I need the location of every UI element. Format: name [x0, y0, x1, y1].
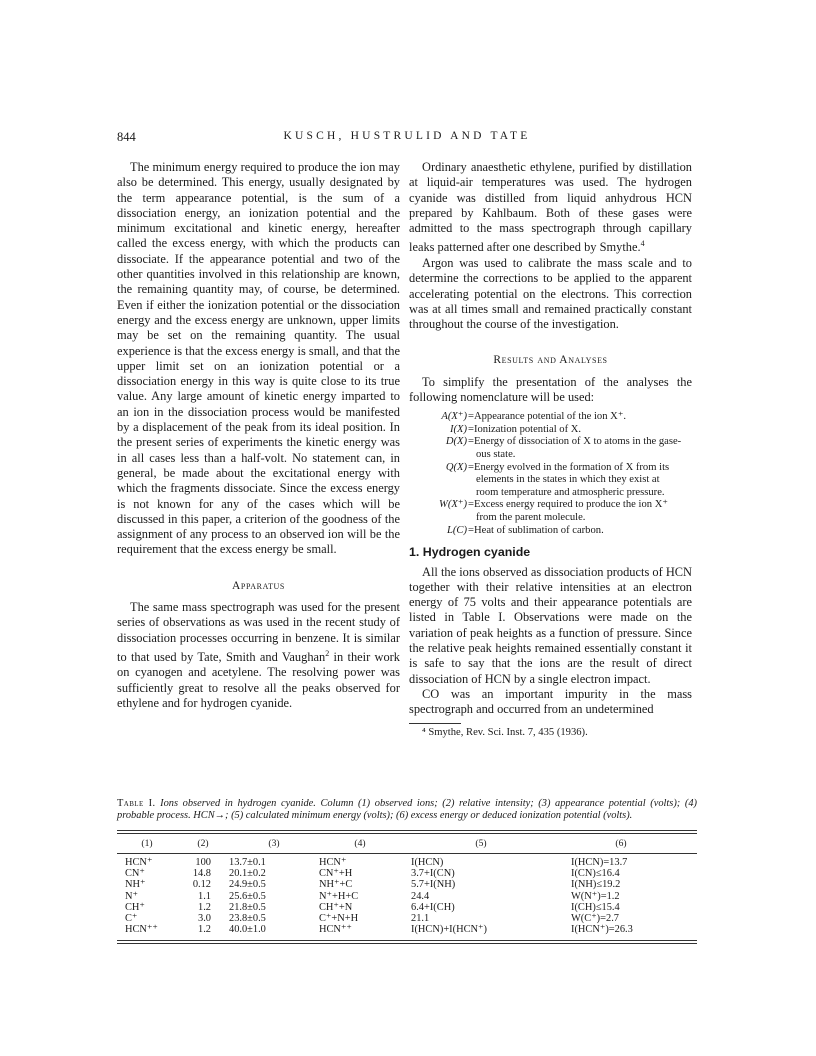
paragraph-nomenclature-intro: To simplify the presentation of the analyses the following nomenclature will be used:: [409, 374, 692, 404]
nomenclature-definition: =Ionization potential of X.: [468, 423, 582, 435]
section-heading-results: Results and Analyses: [493, 354, 608, 367]
table-cell: 24.9±0.5: [229, 879, 266, 891]
table-cell: N⁺: [125, 890, 138, 902]
table-cell: 6.4+I(CH): [411, 901, 455, 913]
page-number: 844: [117, 130, 136, 144]
table-cell: 5.7+I(NH): [411, 879, 456, 891]
table-cell: CH⁺+N: [319, 901, 353, 913]
table-cell: C⁺+N+H: [319, 912, 359, 924]
table-cell: 1.2: [198, 901, 211, 913]
table-cell: W(N⁺)=1.2: [571, 890, 620, 902]
paragraph-co-impurity: CO was an important impurity in the mass spectrograph and occurred from an undetermined: [409, 686, 692, 717]
running-head: KUSCH, HUSTRULID AND TATE: [283, 130, 531, 142]
column-header: (6): [615, 838, 627, 849]
table-cell: HCN⁺⁺: [125, 924, 158, 936]
table-cell: 1.2: [198, 924, 211, 936]
paragraph-hcn-ions: All the ions observed as dissociation products of HCN together with their relative intensities at an electron energy of 75 volts and their appearance potentials are listed in Table I. Observations were made on the variation of peak heights as a function of pressure. Since the relative peak heights remained essentially constant it is safe to say that the ions are the result of direct dissociation of HCN by a single electron impact.: [409, 564, 692, 686]
table-cell: NH⁺: [125, 879, 146, 891]
table-cell: 40.0±1.0: [229, 924, 266, 936]
column-header: (1): [141, 838, 153, 849]
table-cell: CN⁺+H: [319, 868, 353, 880]
reference-marker: 2: [325, 648, 330, 658]
nomenclature-definition: =Excess energy required to produce the ion X⁺ from the parent molecule.: [468, 499, 668, 524]
footnote: ⁴ Smythe, Rev. Sci. Inst. 7, 435 (1936).: [422, 727, 588, 739]
nomenclature-symbol: W(X⁺): [439, 499, 467, 511]
nomenclature-item: [409, 424, 692, 437]
column-header: (2): [197, 838, 209, 849]
nomenclature-definition: =Heat of sublimation of carbon.: [468, 524, 604, 536]
column-header: (5): [475, 838, 487, 849]
table-cell: 20.1±0.2: [229, 868, 266, 880]
table-cell: HCN⁺: [319, 857, 347, 868]
nomenclature-item: [409, 525, 692, 538]
nomenclature-item: [409, 436, 692, 461]
page-header: [117, 130, 697, 148]
right-column: [409, 160, 692, 739]
table-cell: HCN⁺⁺: [319, 924, 352, 936]
paragraph-apparatus: The same mass spectrograph was used for the present series of observations as was used in the recent study of dissociation processes occurring in benzene. It is similar to that used by Tate, Smith and Vaughan$^2$ in their work on cyanogen and acetylene. The resolving power was sufficiently great to resolve all the peaks observed for ethylene and for hydrogen cyanide.: [117, 600, 400, 710]
nomenclature-definition: =Energy of dissociation of X to atoms in the gase- ous state.: [468, 436, 682, 461]
reference-marker: 4: [640, 239, 645, 249]
table-cell: W(C⁺)=2.7: [571, 912, 619, 924]
left-column: [117, 160, 400, 711]
table-cell: 21.8±0.5: [229, 901, 266, 913]
table-cell: C⁺: [125, 912, 138, 924]
table-cell: 100: [195, 857, 211, 868]
table-row: [117, 924, 697, 935]
table-cell: I(HCN)+I(HCN⁺): [411, 924, 487, 936]
table-cell: CN⁺: [125, 868, 145, 880]
table-cell: 25.6±0.5: [229, 890, 266, 902]
table-cell: 24.4: [411, 890, 430, 902]
table-row: [117, 879, 697, 890]
nomenclature-symbol: I(X): [449, 423, 467, 435]
nomenclature-definition: =Appearance potential of the ion X⁺.: [468, 411, 627, 423]
table-cell: I(HCN⁺)=26.3: [571, 924, 633, 936]
table-cell: 3.7+I(CN): [411, 868, 455, 880]
paragraph-calibration: Argon was used to calibrate the mass scale and to determine the corrections to be applied to the apparent accelerating potential on the electrons. This correction was at all times small and remained practically constant throughout the course of the investigation.: [409, 255, 692, 332]
nomenclature-item: [409, 462, 692, 500]
table-cell: 1.1: [198, 890, 211, 902]
table-cell: 0.12: [192, 879, 211, 891]
table-caption: [117, 798, 697, 823]
table-body: [117, 854, 697, 940]
table-cell: 13.7±0.1: [229, 857, 266, 868]
nomenclature-symbol: D(X): [445, 436, 467, 448]
nomenclature-symbol: Q(X): [445, 461, 467, 473]
table-row: [117, 902, 697, 913]
table-label: Table I.: [117, 798, 156, 809]
table-cell: I(HCN): [411, 857, 444, 868]
nomenclature-definition: =Energy evolved in the formation of X from its elements in the states in which they exist at room temperature and atmospheric pressure.: [468, 461, 670, 498]
table-cell: N⁺+H+C: [319, 890, 359, 902]
nomenclature-symbol: A(X⁺): [441, 411, 467, 423]
paragraph-appearance-potential: The minimum energy required to produce the ion may also be determined. This energy, usually designated by the term appearance potential, is the sum of a dissociation energy, an ionization potential and the minimum excitational and kinetic energy, hereafter called the excess energy, with which the products can dissociate. If the appearance potential and two of the other quantities involved in this relationship are known, the remaining quantity may, of course, be determined. Even if either the ionization potential or the dissociation energy and the excess energy are unknown, upper limits may be set on the remaining quantity. The usual experience is that the excess energy is small, and that the upper limit set on an ionization potential or a dissociation energy in this way is quite close to its true value. Any large amount of kinetic energy imparted to an ion in the dissociation process would be manifested by a displacement of the peak from its ideal position. In the present series of experiments the kinetic energy was in all cases less than a half-volt. No statement can, in general, be made about the excitational energy with which the fragments dissociate. Since the excess energy is not known for any of the cases which will be discussed in this paper, a criterion of the goodness of the assignment of any process to an observed ion will be the requirement that the excess energy be small.: [117, 160, 400, 557]
footnote-divider: [409, 723, 461, 724]
table-cell: I(NH)≤19.2: [571, 879, 621, 891]
column-header: (4): [354, 838, 366, 849]
table-caption-text: Ions observed in hydrogen cyanide. Column (1) observed ions; (2) relative intensity; (3) appearance potential (volts); (4) probable process. HCN→; (5) calculated minimum energy (volts); (6) excess energy or deduced ionization potential (volts).: [117, 798, 697, 822]
table-cell: NH⁺+C: [319, 879, 353, 891]
table-cell: I(HCN)=13.7: [571, 857, 628, 868]
section-heading-apparatus: Apparatus: [232, 579, 285, 592]
data-table: [117, 830, 697, 944]
table-bottom-rule: [117, 940, 697, 944]
table-cell: HCN⁺: [125, 857, 153, 868]
table-header-row: [117, 834, 697, 853]
table-row: [117, 868, 697, 879]
table-cell: 23.8±0.5: [229, 912, 266, 924]
table-row: [117, 891, 697, 902]
subsection-heading: 1. Hydrogen cyanide: [409, 545, 531, 560]
column-header: (3): [268, 838, 280, 849]
paragraph-materials: Ordinary anaesthetic ethylene, purified by distillation at liquid-air temperatures was used. The hydrogen cyanide was distilled from liquid anhydrous HCN prepared by Kahlbaum. Both of these gases were admitted to the mass spectrograph through capillary leaks patterned after one described by Smythe.$^4$: [409, 160, 692, 255]
nomenclature-list: [409, 411, 692, 537]
table-row: [117, 857, 697, 868]
nomenclature-item: [409, 499, 692, 524]
table-cell: I(CN)≤16.4: [571, 868, 620, 880]
table-cell: I(CH)≤15.4: [571, 901, 620, 913]
table-row: [117, 913, 697, 924]
table-cell: CH⁺: [125, 901, 145, 913]
table-cell: 3.0: [198, 912, 211, 924]
nomenclature-item: [409, 411, 692, 424]
table-cell: 14.8: [192, 868, 211, 880]
table-cell: 21.1: [411, 912, 430, 924]
nomenclature-symbol: L(C): [446, 524, 467, 536]
